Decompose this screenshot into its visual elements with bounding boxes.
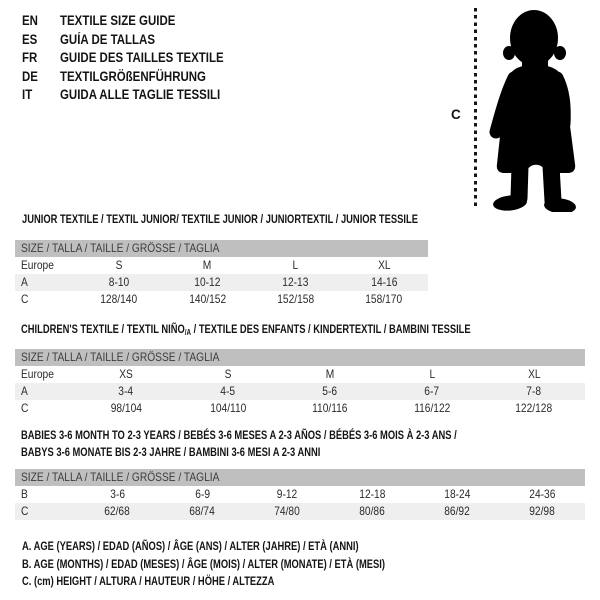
size-header-bar xyxy=(15,349,585,366)
language-code: ES xyxy=(22,31,38,47)
value-cell xyxy=(330,486,415,503)
value-cell xyxy=(340,291,428,308)
table-row xyxy=(15,257,428,274)
language-row-es xyxy=(22,31,253,50)
row-label: A xyxy=(21,275,28,289)
row-label: B xyxy=(21,487,28,501)
row-label-cell xyxy=(15,291,75,308)
table-row xyxy=(15,383,585,400)
babies-size-table xyxy=(15,469,585,520)
cell-value: 3-6 xyxy=(110,487,125,501)
language-code: EN xyxy=(22,13,38,28)
value-cell xyxy=(483,383,585,400)
row-label: C xyxy=(21,292,29,306)
value-cell xyxy=(177,383,279,400)
value-cell xyxy=(381,383,483,400)
cell-value: 98/104 xyxy=(110,401,142,415)
value-cell xyxy=(163,257,251,274)
value-cell xyxy=(483,366,585,383)
cell-value: XL xyxy=(527,367,541,381)
footnote-legend xyxy=(22,538,487,591)
value-cell xyxy=(160,503,245,520)
cell-value: 128/140 xyxy=(100,292,138,306)
cell-value: M xyxy=(325,367,335,381)
size-header-bar xyxy=(15,469,585,486)
language-title: GUIDE DES TAILLES TEXTILE xyxy=(60,50,224,65)
value-cell xyxy=(340,257,428,274)
cell-value: M xyxy=(203,258,212,272)
footnote-height-cm: C. (cm) HEIGHT / ALTURA / HAUTEUR / HÖHE / ALTEZZA xyxy=(22,574,275,588)
value-cell xyxy=(245,486,330,503)
table-row xyxy=(15,486,585,503)
size-header-bar xyxy=(15,240,428,257)
value-cell xyxy=(75,503,160,520)
language-title: TEXTILE SIZE GUIDE xyxy=(60,13,176,28)
language-title: TEXTILGRÖßENFÜHRUNG xyxy=(60,68,206,84)
babies-table-title: BABIES 3-6 MONTH TO 2-3 YEARS / BEBÉS 3-6 MESES A 2-3 AÑOS / BÉBÉS 3-6 MOIS À 2-3 ANS / BABYS 3-6 MONATE BIS 2-3 JAHRE / BAMBINI 3-6 MESI A 2-3 ANNI xyxy=(21,428,457,459)
value-cell xyxy=(279,366,381,383)
size-header-label: SIZE / TALLA / TAILLE / GRÖSSE / TAGLIA xyxy=(21,470,220,484)
footnote-age-months: B. AGE (MONTHS) / EDAD (MESES) / ÂGE (MOIS) / ALTER (MONATE) / ETÀ (MESI) xyxy=(22,556,385,571)
row-label-cell xyxy=(15,400,75,417)
value-cell xyxy=(75,366,177,383)
value-cell xyxy=(279,400,381,417)
value-cell xyxy=(252,274,340,291)
language-title: GUÍA DE TALLAS xyxy=(60,31,155,47)
height-measure-dashed-line xyxy=(474,8,477,208)
cell-value: 110/116 xyxy=(312,401,348,415)
cell-value: 7-8 xyxy=(526,384,542,398)
cell-value: S xyxy=(115,258,123,272)
nino-a-subscript: /A xyxy=(184,328,192,337)
value-cell xyxy=(252,257,340,274)
junior-table-title: JUNIOR TEXTILE / TEXTIL JUNIOR/ TEXTILE JUNIOR / JUNIORTEXTIL / JUNIOR TESSILE xyxy=(22,212,418,226)
cell-value: 62/68 xyxy=(104,504,131,518)
row-label-cell xyxy=(15,383,75,400)
cell-value: 140/152 xyxy=(188,292,226,306)
children-table-title: CHILDREN'S TEXTILE / TEXTIL NIÑO/A / TEXTILE DES ENFANTS / KINDERTEXTIL / BAMBINI TESSILE xyxy=(21,322,471,337)
cell-value: 3-4 xyxy=(118,384,134,398)
size-header-label: SIZE / TALLA / TAILLE / GRÖSSE / TAGLIA xyxy=(21,350,220,364)
language-code: IT xyxy=(22,87,33,102)
cell-value: 74/80 xyxy=(274,504,301,518)
value-cell xyxy=(75,257,163,274)
value-cell xyxy=(500,486,585,503)
value-cell xyxy=(75,383,177,400)
cell-value: 104/110 xyxy=(209,401,247,415)
row-label: A xyxy=(21,384,28,398)
value-cell xyxy=(245,503,330,520)
row-label-cell xyxy=(15,257,75,274)
value-cell xyxy=(500,503,585,520)
language-code: FR xyxy=(22,50,38,65)
value-cell xyxy=(279,383,381,400)
language-row-it xyxy=(22,86,253,105)
value-cell xyxy=(381,366,483,383)
value-cell xyxy=(75,291,163,308)
value-cell xyxy=(177,400,279,417)
value-cell xyxy=(160,486,245,503)
cell-value: S xyxy=(224,367,232,381)
cell-value: L xyxy=(429,367,435,381)
language-title: GUIDA ALLE TAGLIE TESSILI xyxy=(60,87,221,102)
value-cell xyxy=(163,274,251,291)
cell-value: 80/86 xyxy=(359,504,386,518)
cell-value: 4-5 xyxy=(220,384,236,398)
cell-value: 8-10 xyxy=(108,275,130,289)
language-title-list xyxy=(22,12,253,105)
cell-value: XS xyxy=(119,367,133,381)
row-label-cell xyxy=(15,503,75,520)
row-label: Europe xyxy=(21,258,54,272)
cell-value: 12-18 xyxy=(359,487,386,501)
value-cell xyxy=(252,291,340,308)
children-size-table xyxy=(15,349,585,417)
baby-silhouette xyxy=(484,6,588,212)
value-cell xyxy=(163,291,251,308)
cell-value: 10-12 xyxy=(194,275,221,289)
cell-value: 9-12 xyxy=(277,487,298,501)
value-cell xyxy=(75,274,163,291)
row-label-cell xyxy=(15,274,75,291)
value-cell xyxy=(340,274,428,291)
cell-value: 24-36 xyxy=(529,487,556,501)
cell-value: 14-16 xyxy=(370,275,397,289)
language-code: DE xyxy=(22,68,38,84)
table-row xyxy=(15,503,585,520)
language-row-fr xyxy=(22,49,253,68)
value-cell xyxy=(75,400,177,417)
value-cell xyxy=(415,503,500,520)
cell-value: 92/98 xyxy=(529,504,556,518)
row-label: C xyxy=(21,401,29,415)
row-label-cell xyxy=(15,366,75,383)
cell-value: L xyxy=(292,258,299,272)
row-label: Europe xyxy=(21,367,54,381)
table-row xyxy=(15,366,585,383)
footnote-age-years: A. AGE (YEARS) / EDAD (AÑOS) / ÂGE (ANS) / ALTER (JAHRE) / ETÀ (ANNI) xyxy=(22,539,359,553)
table-row xyxy=(15,274,428,291)
cell-value: 122/128 xyxy=(515,401,553,415)
value-cell xyxy=(381,400,483,417)
language-row-de xyxy=(22,68,253,87)
value-cell xyxy=(483,400,585,417)
cell-value: 18-24 xyxy=(444,487,471,501)
cell-value: 86/92 xyxy=(444,504,471,518)
row-label-cell xyxy=(15,486,75,503)
value-cell xyxy=(177,366,279,383)
cell-value: XL xyxy=(377,258,391,272)
value-cell xyxy=(330,503,415,520)
language-row-en xyxy=(22,12,253,31)
value-cell xyxy=(75,486,160,503)
cell-value: 12-13 xyxy=(282,275,309,289)
cell-value: 152/158 xyxy=(277,292,315,306)
row-label: C xyxy=(21,504,29,518)
cell-value: 6-7 xyxy=(424,384,440,398)
junior-size-table xyxy=(15,240,428,308)
cell-value: 5-6 xyxy=(322,384,338,398)
table-row xyxy=(15,291,428,308)
height-measure-label: C xyxy=(451,107,461,122)
size-header-label: SIZE / TALLA / TAILLE / GRÖSSE / TAGLIA xyxy=(21,241,220,255)
cell-value: 116/122 xyxy=(413,401,451,415)
value-cell xyxy=(415,486,500,503)
cell-value: 6-9 xyxy=(195,487,210,501)
cell-value: 158/170 xyxy=(365,292,403,306)
table-row xyxy=(15,400,585,417)
cell-value: 68/74 xyxy=(189,504,216,518)
